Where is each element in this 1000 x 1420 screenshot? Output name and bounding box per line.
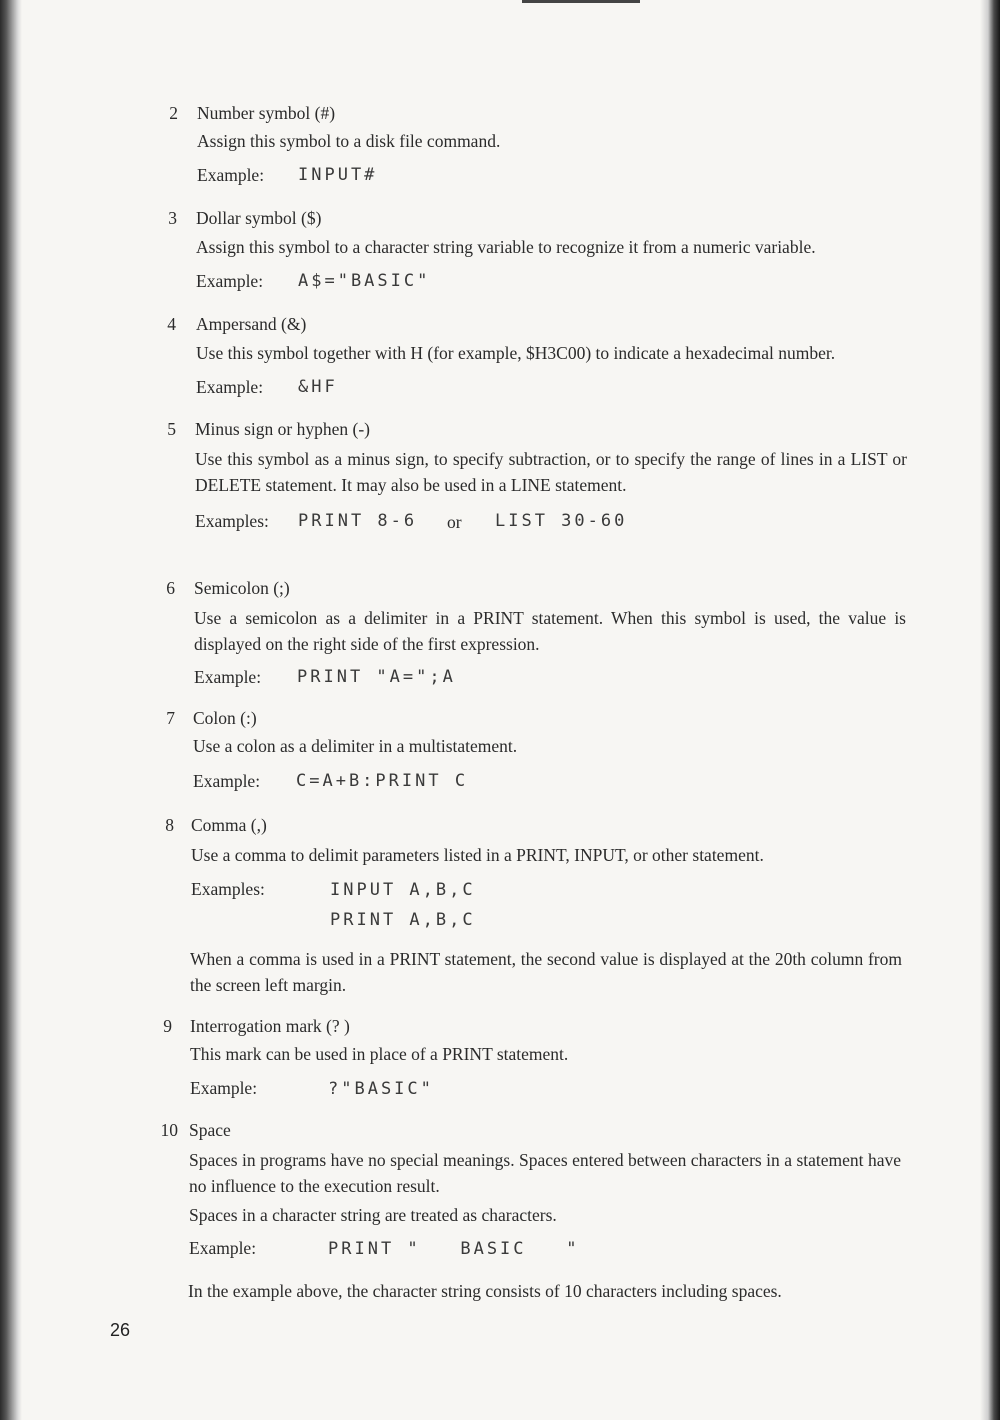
example-code: C=A+B:PRINT C [296,771,469,791]
item-title: Comma (,) [191,815,267,835]
item-title: Number symbol (#) [197,103,336,123]
item-number: 3 [168,208,177,228]
example-label: Example: [189,1238,257,1258]
page-binding-shadow [0,0,22,1420]
page-number: 26 [110,1320,131,1340]
item-title: Space [189,1120,231,1140]
item-description: Use this symbol as a minus sign, to specify subtraction, or to specify the range of lines in a LIST or DELETE statement. It may also be used in a LINE statement. [195,449,907,495]
example-label: Example: [197,165,265,185]
example-label: Example: [196,271,264,291]
item-description: Assign this symbol to a character string variable to recognize it from a numeric variable. [196,237,816,257]
example-code-2: PRINT A,B,C [330,910,476,930]
example-code: ?"BASIC" [328,1079,434,1099]
item-description: This mark can be used in place of a PRINT statement. [190,1044,569,1064]
example-label: Example: [196,377,264,397]
item-number: 6 [166,578,175,598]
item-number: 7 [166,708,175,728]
page-edge-shadow [980,0,1000,1420]
example-code-2: LIST 30-60 [495,511,628,531]
item-note: When a comma is used in a PRINT statement, the second value is displayed at the 20th column from the screen left margin. [190,949,902,995]
item-title: Interrogation mark (? ) [190,1016,350,1036]
example-code: PRINT "A=";A [297,667,456,687]
example-code: PRINT " BASIC " [328,1239,580,1259]
example-code: &HF [298,377,338,397]
item-title: Semicolon (;) [194,578,290,598]
top-edge-mark [522,0,640,3]
item-number: 9 [163,1016,172,1036]
example-label: Examples: [191,879,265,899]
example-or-word: or [447,512,462,532]
example-label: Example: [194,667,262,687]
item-title: Ampersand (&) [196,314,307,334]
item-number: 8 [165,815,174,835]
example-code: INPUT# [298,165,378,185]
item-description: Assign this symbol to a disk file command. [197,131,501,151]
item-description: Use a colon as a delimiter in a multistatement. [193,736,518,756]
item-title: Minus sign or hyphen (-) [195,419,370,439]
item-number: 2 [169,103,178,123]
example-code: A$="BASIC" [298,271,431,291]
example-code: INPUT A,B,C [330,880,476,900]
item-number: 5 [167,419,176,439]
item-description: Use this symbol together with H (for example, $H3C00) to indicate a hexadecimal number. [196,343,836,363]
item-title: Colon (:) [193,708,257,728]
example-label: Examples: [195,511,269,531]
item-note: In the example above, the character string consists of 10 characters including spaces. [188,1281,782,1301]
example-label: Example: [193,771,261,791]
item-description: Use a semicolon as a delimiter in a PRINT statement. When this symbol is used, the value is displayed on the right side of the first expression. [194,608,906,654]
item-description: Use a comma to delimit parameters listed in a PRINT, INPUT, or other statement. [191,845,764,865]
item-number: 4 [167,314,176,334]
item-title: Dollar symbol ($) [196,208,322,228]
item-number: 10 [160,1120,178,1140]
item-description-2: Spaces in a character string are treated as characters. [189,1205,557,1225]
example-code: PRINT 8-6 [298,511,418,531]
item-description: Spaces in programs have no special meanings. Spaces entered between characters in a statement have no influence to the execution result. [189,1150,901,1196]
example-label: Example: [190,1078,258,1098]
